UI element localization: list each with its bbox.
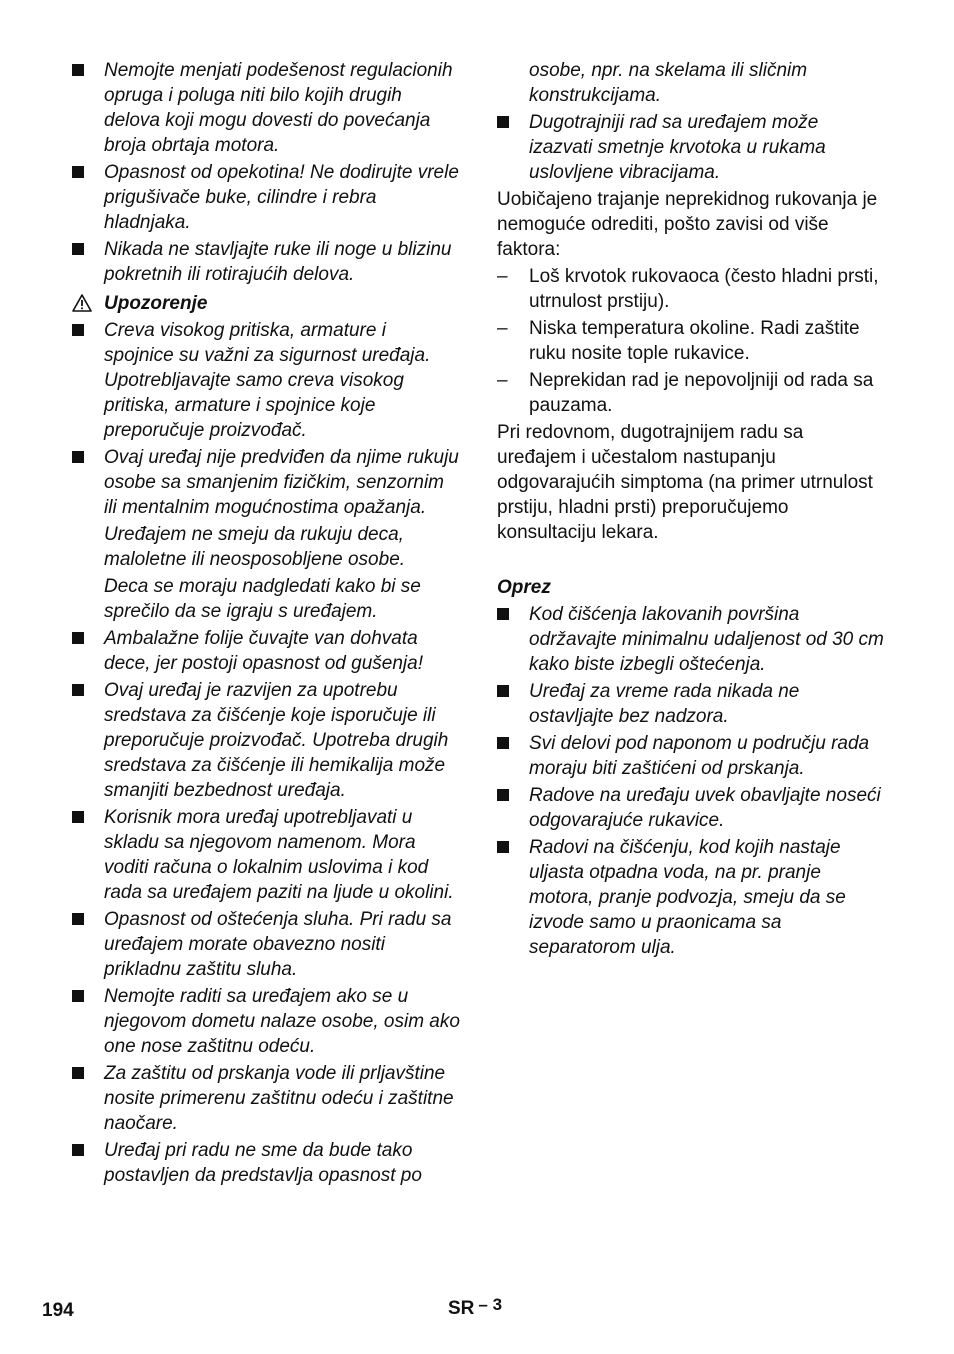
list-item: Radove na uređaju uvek obavljajte noseći odgovarajuće rukavice. <box>497 783 885 833</box>
list-item-continuation: osobe, npr. na skelama ili sličnim konstrukcijama. <box>529 60 808 106</box>
dash-list-item: – Neprekidan rad je nepovoljniji od rada sa pauzama. <box>497 370 874 416</box>
square-bullet-icon <box>497 841 509 853</box>
dash-list-item: – Loš krvotok rukovaoca (često hladni prsti, utrnulost prstiju). <box>497 266 879 312</box>
list-item: Creva visokog pritiska, armature i spojnice su važni za sigurnost uređaja. Upotrebljavajte samo creva visokog pritiska, armature i spojnice koje preporučuje proizvođač. <box>72 318 460 443</box>
section-footer <box>448 1296 502 1321</box>
list-item: Ambalažne folije čuvajte van dohvata dece, jer postoji opasnost od gušenja! <box>72 626 460 676</box>
list-item: Kod čišćenja lakovanih površina održavajte minimalnu udaljenost od 30 cm kako biste izbegli oštećenja. <box>497 602 885 677</box>
dash-bullet: – <box>497 370 508 391</box>
square-bullet-icon <box>72 990 84 1002</box>
square-bullet-icon <box>72 913 84 925</box>
language-code: SR <box>448 1298 475 1319</box>
list-item-paragraph: Deca se moraju nadgledati kako bi se sprečilo da se igraju s uređajem. <box>104 576 421 622</box>
square-bullet-icon <box>497 116 509 128</box>
list-item: Opasnost od opekotina! Ne dodirujte vrele prigušivače buke, cilindre i rebra hladnjaka. <box>72 160 460 235</box>
square-bullet-icon <box>72 451 84 463</box>
list-item: Dugotrajniji rad sa uređajem može izazvati smetnje krvotoka u rukama uslovljene vibracijama. <box>497 110 885 185</box>
caution-heading: Oprez <box>497 577 551 598</box>
list-item: Nikada ne stavljajte ruke ili noge u blizinu pokretnih ili rotirajućih delova. <box>72 237 460 287</box>
square-bullet-icon <box>497 737 509 749</box>
footer-dash: – 3 <box>478 1295 503 1314</box>
dash-bullet: – <box>497 318 508 339</box>
warning-heading-label: Upozorenje <box>104 293 208 314</box>
left-column <box>72 58 460 1190</box>
list-item: Ovaj uređaj nije predviđen da njime rukuju osobe sa smanjenim fizičkim, senzornim ili mentalnim mogućnostima opažanja. <box>72 445 460 520</box>
dash-bullet: – <box>497 266 508 287</box>
body-paragraph: Pri redovnom, dugotrajnijem radu sa uređajem i učestalom nastupanju odgovarajućih simptoma (na primer utrnulost prstiju, hladni prsti) preporučujemo konsultaciju lekara. <box>497 422 873 543</box>
square-bullet-icon <box>497 685 509 697</box>
list-item: Za zaštitu od prskanja vode ili prljavštine nosite primerenu zaštitnu odeću i zaštitne naočare. <box>72 1061 460 1136</box>
warning-triangle-icon <box>72 294 92 312</box>
square-bullet-icon <box>497 608 509 620</box>
square-bullet-icon <box>72 632 84 644</box>
list-item: Nemojte menjati podešenost regulacionih opruga i poluga niti bilo kojih drugih delova koji mogu dovesti do povećanja broja obrtaja motora. <box>72 58 460 158</box>
square-bullet-icon <box>72 684 84 696</box>
section-number: 3 <box>492 1295 503 1314</box>
square-bullet-icon <box>72 811 84 823</box>
square-bullet-icon <box>72 243 84 255</box>
dash-list-item: – Niska temperatura okoline. Radi zaštite ruku nosite tople rukavice. <box>497 318 860 364</box>
square-bullet-icon <box>72 324 84 336</box>
list-item: Svi delovi pod naponom u području rada moraju biti zaštićeni od prskanja. <box>497 731 885 781</box>
warning-heading <box>72 291 460 316</box>
square-bullet-icon <box>72 1144 84 1156</box>
square-bullet-icon <box>72 1067 84 1079</box>
body-paragraph: Uobičajeno trajanje neprekidnog rukovanja je nemoguće odrediti, pošto zavisi od više faktora: <box>497 189 878 260</box>
list-item: Uređaj za vreme rada nikada ne ostavljajte bez nadzora. <box>497 679 885 729</box>
page-number: 194 <box>42 1300 74 1321</box>
right-column <box>497 58 885 962</box>
list-item-paragraph: Uređajem ne smeju da rukuju deca, maloletne ili neosposobljene osobe. <box>104 524 406 570</box>
list-item: Radovi na čišćenju, kod kojih nastaje uljasta otpadna voda, na pr. pranje motora, pranje podvozja, smeju da se izvode samo u praonicama sa separatorom ulja. <box>497 835 885 960</box>
list-item: Opasnost od oštećenja sluha. Pri radu sa uređajem morate obavezno nositi prikladnu zaštitu sluha. <box>72 907 460 982</box>
square-bullet-icon <box>72 64 84 76</box>
list-item: Korisnik mora uređaj upotrebljavati u skladu sa njegovom namenom. Mora voditi računa o lokalnim uslovima i kod rada sa uređajem paziti na ljude u okolini. <box>72 805 460 905</box>
list-item: Uređaj pri radu ne sme da bude tako postavljen da predstavlja opasnost po <box>72 1138 460 1188</box>
square-bullet-icon <box>497 789 509 801</box>
square-bullet-icon <box>72 166 84 178</box>
list-item: Ovaj uređaj je razvijen za upotrebu sredstava za čišćenje koje isporučuje ili preporučuje proizvođač. Upotreba drugih sredstava za čišćenje ili hemikalija može smanjiti bezbednost uređaja. <box>72 678 460 803</box>
list-item: Nemojte raditi sa uređajem ako se u njegovom dometu nalaze osobe, osim ako one nose zaštitnu odeću. <box>72 984 460 1059</box>
